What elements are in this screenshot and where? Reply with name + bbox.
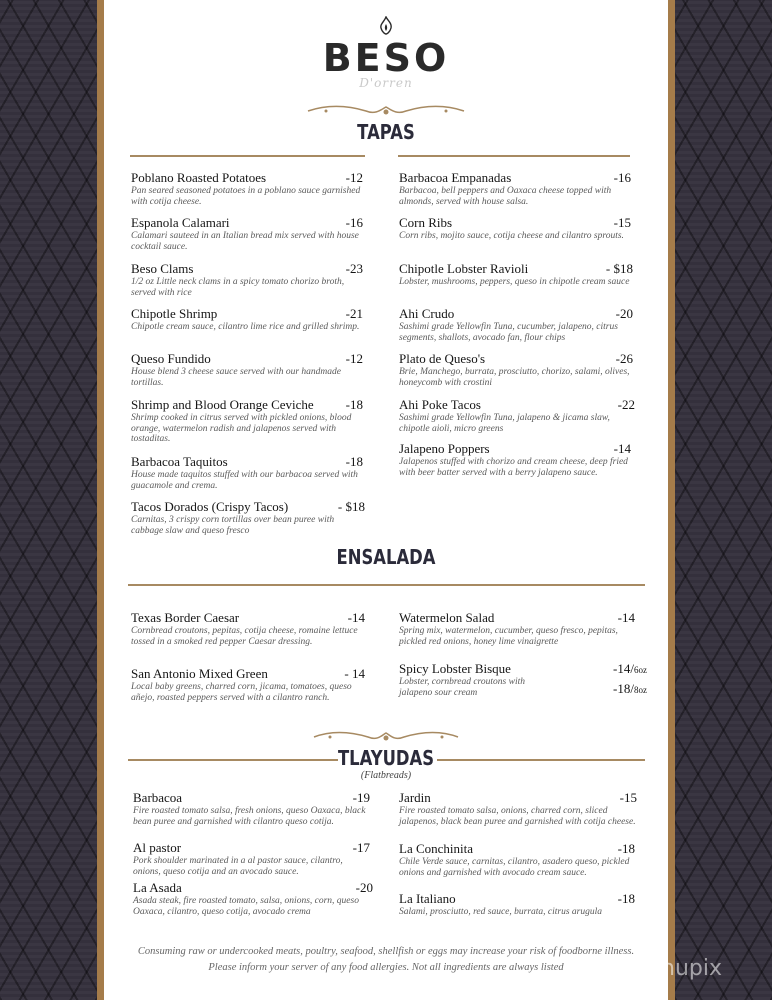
menu-item bbox=[399, 306, 633, 343]
item-desc: Brie, Manchego, burrata, prosciutto, chorizo, salami, olives, honeycomb with crostini bbox=[399, 367, 630, 388]
item-price: -20 bbox=[615, 306, 633, 321]
item-name: Texas Border Caesar bbox=[131, 610, 240, 625]
left-pattern-border bbox=[0, 0, 97, 1000]
item-price: -17 bbox=[352, 840, 370, 855]
item-price: -18 bbox=[617, 841, 635, 856]
item-price: -12 bbox=[345, 351, 363, 366]
tlayudas-heading: TLAYUDAS bbox=[337, 746, 435, 770]
item-name: Chipotle Lobster Ravioli bbox=[399, 261, 529, 276]
menu-item bbox=[399, 610, 635, 647]
item-price: -21 bbox=[345, 306, 363, 321]
item-name: La Italiano bbox=[399, 891, 456, 906]
item-name: Jalapeno Poppers bbox=[399, 441, 490, 456]
item-desc: Jalapenos stuffed with chorizo and cream cheese, deep fried with beer batter served with a berry jalapeno sauce. bbox=[399, 457, 628, 478]
item-desc: Fire roasted tomato salsa, fresh onions, queso Oaxaca, black bean puree and garnished with cilantro queso cotija. bbox=[133, 806, 366, 827]
tapas-rule-right bbox=[398, 155, 630, 157]
menu-item bbox=[131, 351, 363, 388]
item-name: Chipotle Shrimp bbox=[131, 306, 218, 321]
item-desc: Spring mix, watermelon, cucumber, queso fresco, pepitas, pickled red onions, honey lime vinaigrette bbox=[399, 626, 618, 647]
item-name: Jardin bbox=[399, 790, 431, 805]
item-price: -12 bbox=[345, 170, 363, 185]
item-name: Ahi Poke Tacos bbox=[399, 397, 481, 412]
menu-item bbox=[399, 661, 647, 698]
item-name: La Asada bbox=[133, 880, 182, 895]
item-price: -19 bbox=[352, 790, 370, 805]
item-price: -18 bbox=[345, 454, 363, 469]
item-price: -22 bbox=[617, 397, 635, 412]
menu-item bbox=[131, 261, 363, 298]
tapas-rule-left bbox=[130, 155, 365, 157]
item-price: -14 bbox=[347, 610, 365, 625]
menu-item bbox=[131, 170, 363, 207]
menu-item bbox=[131, 610, 365, 647]
item-name: Barbacoa Taquitos bbox=[131, 454, 228, 469]
menu-item bbox=[399, 841, 635, 878]
menu-item bbox=[133, 840, 370, 877]
item-price: -26 bbox=[615, 351, 633, 366]
menu-item bbox=[399, 170, 631, 207]
item-desc: Local baby greens, charred corn, jicama, tomatoes, queso añejo, roasted peppers served with a cilantro ranch. bbox=[131, 682, 352, 703]
item-desc: Cornbread croutons, pepitas, cotija cheese, romaine lettuce tossed in a smoked red pepper Caesar dressing. bbox=[131, 626, 358, 647]
menu-item bbox=[399, 441, 631, 478]
item-desc: House made taquitos stuffed with our barbacoa served with guacamole and crema. bbox=[131, 470, 358, 491]
footer-line-2: Please inform your server of any food allergies. Not all ingredients are always listed bbox=[208, 962, 564, 973]
menu-item bbox=[133, 880, 373, 917]
brand-logo: BESO bbox=[322, 36, 450, 80]
item-desc: Shrimp cooked in citrus served with pickled onions, blood orange, watermelon radish and jalapenos served with tostaditas. bbox=[131, 413, 352, 444]
item-desc: Lobster, mushrooms, peppers, queso in chipotle cream sauce bbox=[399, 277, 630, 287]
menu-item bbox=[399, 215, 631, 242]
footer-notice bbox=[104, 944, 668, 976]
flame-icon bbox=[376, 16, 396, 36]
item-price: -18 bbox=[345, 397, 363, 412]
item-name: Watermelon Salad bbox=[399, 610, 495, 625]
item-desc: Lobster, cornbread croutons with jalapeno sour cream bbox=[399, 677, 525, 698]
ornament-divider bbox=[312, 729, 460, 745]
item-name: Corn Ribs bbox=[399, 215, 453, 230]
item-name: Tacos Dorados (Crispy Tacos) bbox=[131, 499, 289, 514]
item-price: - $18 bbox=[605, 261, 633, 276]
item-desc: Pork shoulder marinated in a al pastor sauce, cilantro, onions, queso cotija and an avocado sauce. bbox=[133, 856, 343, 877]
item-price: -14/6oz bbox=[613, 661, 647, 676]
tlayudas-subtitle: (Flatbreads) bbox=[360, 770, 412, 781]
item-price-alt: -18/8oz bbox=[613, 681, 647, 696]
menu-item bbox=[131, 454, 363, 491]
item-price: -15 bbox=[613, 215, 631, 230]
item-price: -16 bbox=[345, 215, 363, 230]
item-name: Poblano Roasted Potatoes bbox=[131, 170, 267, 185]
watermark: menupix bbox=[626, 956, 722, 981]
item-name: Ahi Crudo bbox=[399, 306, 455, 321]
menu-item bbox=[131, 499, 365, 536]
ornament-divider bbox=[306, 103, 466, 119]
brand-script: D'orren bbox=[359, 76, 413, 90]
menu-item bbox=[399, 790, 637, 827]
item-desc: Fire roasted tomato salsa, onions, charred corn, sliced jalapenos, black bean puree and garnished with cotija cheese. bbox=[399, 806, 636, 827]
item-price: -16 bbox=[613, 170, 631, 185]
item-desc: 1/2 oz Little neck clams in a spicy tomato chorizo broth, served with rice bbox=[131, 277, 345, 298]
item-desc: Salami, prosciutto, red sauce, burrata, citrus arugula bbox=[399, 907, 603, 917]
item-desc: Barbacoa, bell peppers and Oaxaca cheese topped with almonds, served with house salsa. bbox=[399, 186, 612, 207]
item-desc: Carnitas, 3 crispy corn tortillas over bean puree with cabbage slaw and queso fresco bbox=[131, 515, 335, 536]
tapas-heading: TAPAS bbox=[357, 120, 415, 144]
menu-item bbox=[131, 666, 365, 703]
item-name: Al pastor bbox=[133, 840, 182, 855]
item-name: San Antonio Mixed Green bbox=[131, 666, 268, 681]
item-price: -23 bbox=[345, 261, 363, 276]
item-name: Plato de Queso's bbox=[399, 351, 486, 366]
item-desc: Sashimi grade Yellowfin Tuna, cucumber, jalapeno, citrus segments, shallots, avocado fan, flour chips bbox=[399, 322, 618, 343]
item-desc: Chile Verde sauce, carnitas, cilantro, asadero queso, pickled onions and garnished with avocado cream sauce. bbox=[399, 857, 630, 878]
menu-item bbox=[399, 261, 633, 288]
item-desc: House blend 3 cheese sauce served with our handmade tortillas. bbox=[131, 367, 342, 388]
menu-item bbox=[399, 891, 635, 918]
item-desc: Corn ribs, mojito sauce, cotija cheese and cilantro sprouts. bbox=[399, 231, 624, 241]
item-desc: Pan seared seasoned potatoes in a poblano sauce garnished with cotija cheese. bbox=[131, 186, 361, 207]
item-name: Spicy Lobster Bisque bbox=[399, 661, 511, 676]
item-price: -14 bbox=[613, 441, 631, 456]
right-gold-stripe bbox=[668, 0, 675, 1000]
item-price: - 14 bbox=[344, 666, 365, 681]
menu-item bbox=[133, 790, 370, 827]
item-desc: Asada steak, fire roasted tomato, salsa, onions, corn, queso Oaxaca, cilantro, queso cotija, avocado crema bbox=[133, 896, 359, 917]
item-name: Espanola Calamari bbox=[131, 215, 230, 230]
menu-item bbox=[131, 306, 363, 333]
left-gold-stripe bbox=[97, 0, 104, 1000]
ensalada-rule bbox=[128, 584, 645, 586]
item-price: -18 bbox=[617, 891, 635, 906]
item-name: La Conchinita bbox=[399, 841, 474, 856]
footer-line-1: Consuming raw or undercooked meats, poultry, seafood, shellfish or eggs may increase your risk of foodborne illness. bbox=[137, 946, 635, 957]
menu-item bbox=[399, 397, 635, 434]
item-name: Queso Fundido bbox=[131, 351, 211, 366]
item-price: -20 bbox=[355, 880, 373, 895]
menu-item bbox=[399, 351, 633, 388]
ensalada-heading: ENSALADA bbox=[336, 545, 436, 569]
item-desc: Chipotle cream sauce, cilantro lime rice and grilled shrimp. bbox=[131, 322, 360, 332]
item-price: -15 bbox=[619, 790, 637, 805]
tlayudas-rule-right bbox=[437, 759, 645, 761]
menu-item bbox=[131, 397, 363, 445]
item-name: Beso Clams bbox=[131, 261, 194, 276]
menu-item bbox=[131, 215, 363, 252]
item-name: Barbacoa Empanadas bbox=[399, 170, 512, 185]
item-price: -14 bbox=[617, 610, 635, 625]
right-pattern-border bbox=[675, 0, 772, 1000]
item-price: - $18 bbox=[337, 499, 365, 514]
item-name: Shrimp and Blood Orange Ceviche bbox=[131, 397, 314, 412]
item-name: Barbacoa bbox=[133, 790, 183, 805]
item-desc: Calamari sauteed in an Italian bread mix served with house cocktail sauce. bbox=[131, 231, 359, 252]
item-desc: Sashimi grade Yellowfin Tuna, jalapeno & jicama slaw, chipotle aioli, micro greens bbox=[399, 413, 610, 434]
